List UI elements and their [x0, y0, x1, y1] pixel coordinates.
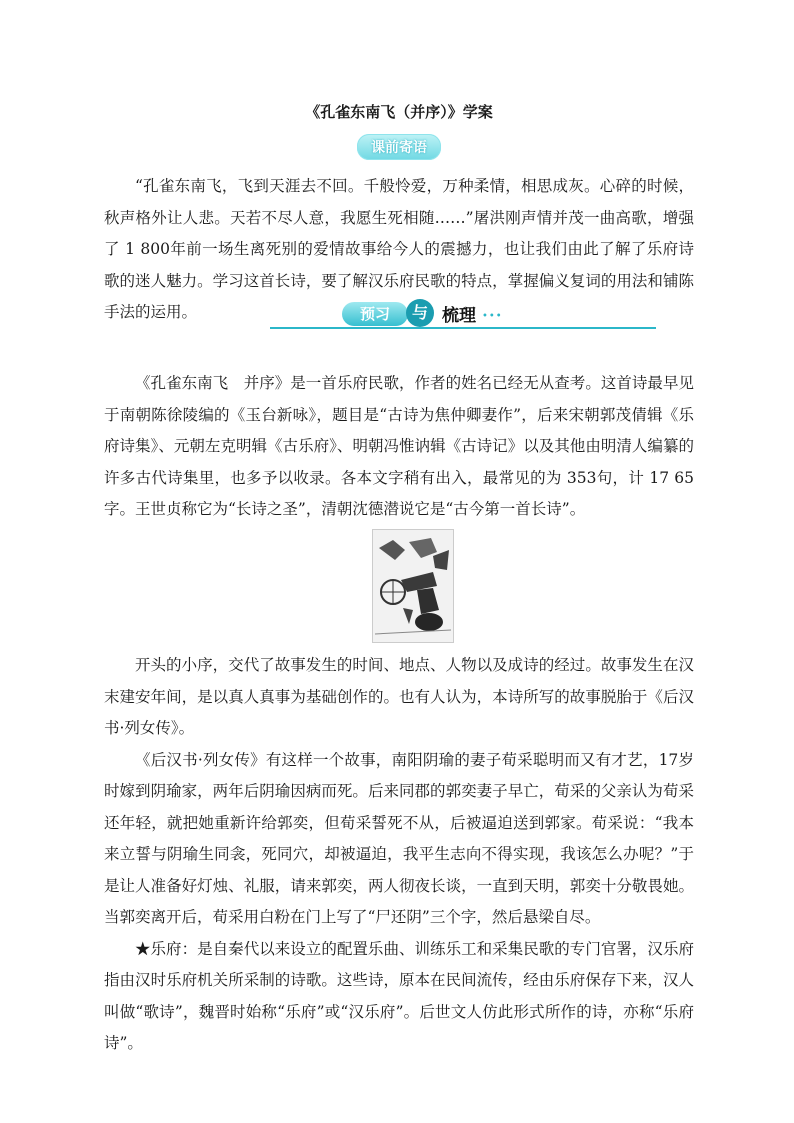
section-header-pill: 预习 — [342, 302, 408, 326]
section-header-connector: 与 — [406, 299, 434, 327]
section-header-dots: ••• — [482, 311, 503, 322]
intro-paragraph: “孔雀东南飞，飞到天涯去不回。千般怜爱，万种柔情，相思成灰。心碎的时候，秋声格外让人悲。天若不尽人意，我愿生死相随……”屠洪刚声情并茂一曲高歌，增强了 1 800年前一场生离死别的爱情故事给今人的震撼力，也让我们由此了解了乐府诗歌的迷人魅力。学习这首长诗，要了解汉乐府民歌的特点，掌握偏义复词的用法和铺陈手法的运用。 — [104, 177, 694, 321]
section-badge: 课前寄语 — [357, 134, 441, 160]
illustration-drawing — [373, 530, 453, 642]
body-section-1 — [104, 368, 694, 526]
page-title: 《孔雀东南飞（并序）》学案 — [305, 103, 493, 121]
paragraph-1: 《孔雀东南飞 并序》是一首乐府民歌，作者的姓名已经无从查考。这首诗最早见于南朝陈徐陵编的《玉台新咏》，题目是“古诗为焦仲卿妻作”，后来宋朝郭茂倩辑《乐府诗集》、元朝左克明辑《古乐府》、明朝冯惟讷辑《古诗记》以及其他由明清人编纂的许多古代诗集里，也多予以收录。各本文字稍有出入，最常见的为 353句，计 17 65字。王世贞称它为“长诗之圣”，清朝沈德潜说它是“古今第一首长诗”。 — [104, 374, 694, 518]
section-header-text: 梳理 — [442, 306, 476, 326]
illustration-image — [372, 529, 454, 643]
paragraph-3: 《后汉书·列女传》有这样一个故事，南阳阴瑜的妻子荀采聪明而又有才艺，17岁时嫁到阴瑜家，两年后阴瑜因病而死。后来同郡的郭奕妻子早亡，荀采的父亲认为荀采还年轻，就把她重新许给郭奕，但荀采誓死不从，后被逼迫送到郭家。荀采说：“我本来立誓与阴瑜生同衾，死同穴，却被逼迫，我平生志向不得实现，我该怎么办呢？”于是让人准备好灯烛、礼服，请来郭奕，两人彻夜长谈，一直到天明，郭奕十分敬畏她。当郭奕离开后，荀采用白粉在门上写了“尸还阴”三个字，然后悬梁自尽。 — [104, 750, 694, 926]
badge-wrapper — [104, 134, 694, 160]
section-header — [270, 301, 656, 331]
paragraph-2: 开头的小序，交代了故事发生的时间、地点、人物以及成诗的经过。故事发生在汉末建安年间，是以真人真事为基础创作的。也有人认为，本诗所写的故事脱胎于《后汉书·列女传》。 — [104, 656, 694, 737]
section-underline — [270, 327, 656, 329]
body-section-2 — [104, 650, 694, 1060]
paragraph-4: ★乐府：是自秦代以来设立的配置乐曲、训练乐工和采集民歌的专门官署，汉乐府指由汉时乐府机关所采制的诗歌。这些诗，原本在民间流传，经由乐府保存下来，汉人叫做“歌诗”，魏晋时始称“乐府”或“汉乐府”。后世文人仿此形式所作的诗，亦称“乐府诗”。 — [104, 939, 694, 1052]
